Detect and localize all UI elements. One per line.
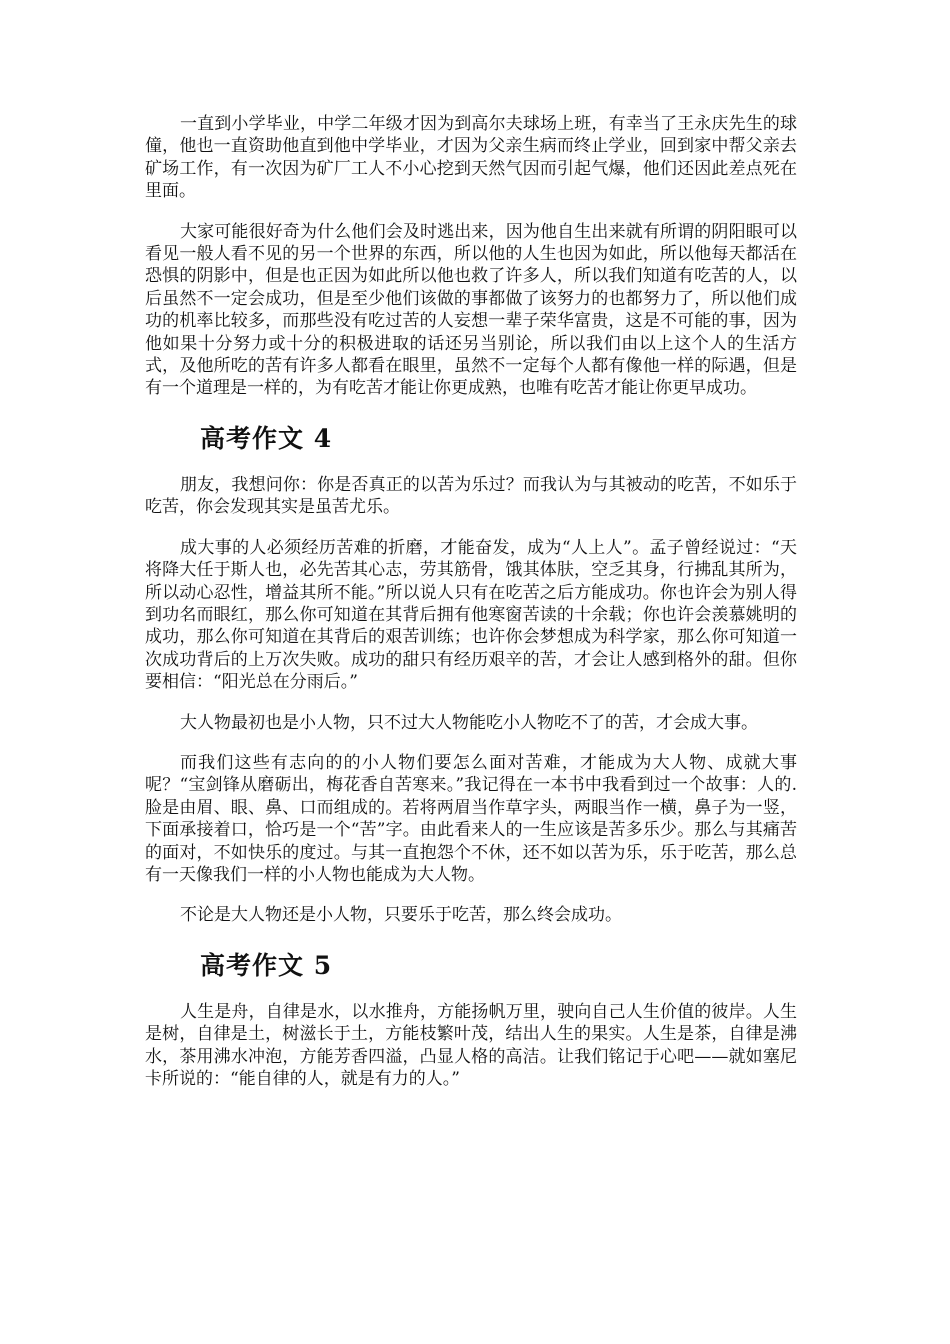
- paragraph-essay5-self-discipline: 人生是舟，自律是水，以水推舟，方能扬帆万里，驶向自己人生价值的彼岸。人生是树，自律是土，树滋长于土，方能枝繁叶茂，结出人生的果实。人生是茶，自律是沸水，茶用沸水冲泡，方能芳香四溢，凸显人格的高洁。让我们铭记于心吧——就如塞尼卡所说的：“能自律的人，就是有力的人。”: [145, 1001, 797, 1089]
- paragraph-essay4-conclusion: 不论是大人物还是小人物，只要乐于吃苦，那么终会成功。: [180, 905, 622, 926]
- paragraph-essay4-bitter-character: 而我们这些有志向的的小人物们要怎么面对苦难，才能成为大人物、成就大事呢？“宝剑锋从磨砺出，梅花香自苦寒来。”我记得在一本书中我看到过一个故事：人的.脸是由眉、眼、鼻、口而组成的。若将两眉当作草字头，两眼当作一横，鼻子为一竖，下面承接着口，恰巧是一个“苦”字。由此看来人的一生应该是苦多乐少。那么与其痛苦的面对，不如快乐的度过。与其一直抱怨个不休，还不如以苦为乐，乐于吃苦，那么总有一天像我们一样的小人物也能成为大人物。: [145, 752, 797, 885]
- section-heading-essay-4: 高考作文 4: [200, 423, 333, 453]
- paragraph-essay4-mencius: 成大事的人必须经历苦难的折磨，才能奋发，成为“人上人”。孟子曾经说过：“天将降大任于斯人也，必先苦其心志，劳其筋骨，饿其体肤，空乏其身，行拂乱其所为，所以动心忍性，增益其所不能。”所以说人只有在吃苦之后方能成功。你也许会为别人得到功名而眼红，那么你可知道在其背后拥有他寒窗苦读的十余载；你也许会羡慕姚明的成功，那么你可知道在其背后的艰苦训练；也许你会梦想成为科学家，那么你可知道一次成功背后的上万次失败。成功的甜只有经历艰辛的苦，才会让人感到格外的甜。但你要相信：“阳光总在分雨后。”: [145, 537, 797, 693]
- section-heading-essay-5: 高考作文 5: [200, 950, 333, 980]
- paragraph-essay4-intro: 朋友，我想问你：你是否真正的以苦为乐过？而我认为与其被动的吃苦，不如乐于吃苦，你会发现其实是虽苦尤乐。: [145, 474, 797, 518]
- paragraph-school-story: 一直到小学毕业，中学二年级才因为到高尔夫球场上班，有幸当了王永庆先生的球僮，他也一直资助他直到他中学毕业，才因为父亲生病而终止学业，回到家中帮父亲去矿场工作，有一次因为矿厂工人不小心挖到天然气因而引起气爆，他们还因此差点死在里面。: [145, 114, 797, 202]
- paragraph-essay4-big-person: 大人物最初也是小人物，只不过大人物能吃小人物吃不了的苦，才会成大事。: [180, 712, 758, 733]
- paragraph-yin-yang-eyes: 大家可能很好奇为什么他们会及时逃出来，因为他自生出来就有所谓的阴阳眼可以看见一般人看不见的另一个世界的东西，所以他的人生也因为如此，所以他每天都活在恐惧的阴影中，但是也正因为如此所以他也救了许多人，所以我们知道有吃苦的人，以后虽然不一定会成功，但是至少他们该做的事都做了该努力的也都努力了，所以他们成功的机率比较多，而那些没有吃过苦的人妄想一辈子荣华富贵，这是不可能的事，因为他如果十分努力或十分的积极进取的话还另当别论，所以我们由以上这个人的生活方式，及他所吃的苦有许多人都看在眼里，虽然不一定每个人都有像他一样的际遇，但是有一个道理是一样的，为有吃苦才能让你更成熟，也唯有吃苦才能让你更早成功。: [145, 221, 797, 399]
- document-page: [145, 113, 797, 1090]
